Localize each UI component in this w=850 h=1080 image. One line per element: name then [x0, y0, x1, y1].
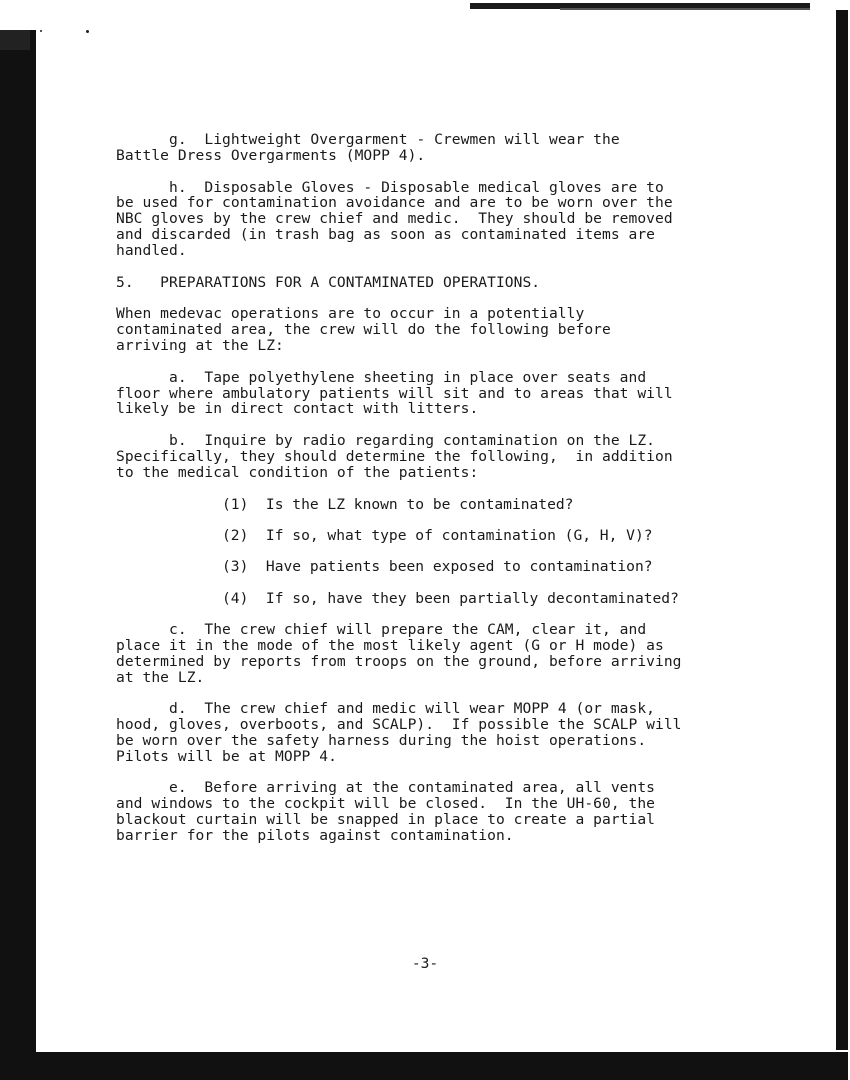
- document-body: [116, 132, 756, 860]
- section-heading-5: 5. PREPARATIONS FOR A CONTAMINATED OPERATIONS.: [116, 273, 541, 291]
- scan-border-left: [0, 30, 36, 1080]
- paragraph-a: a. Tape polyethylene sheeting in place over seats and floor where ambulatory patients will sit and to areas that will likely be in direct contact with litters.: [116, 368, 673, 418]
- question-item-2: (2) If so, what type of contamination (G, H, V)?: [222, 526, 653, 544]
- scan-speck: [86, 30, 89, 33]
- paragraph-d: d. The crew chief and medic will wear MOPP 4 (or mask, hood, gloves, overboots, and SCALP). If possible the SCALP will be worn over the safety harness during the hoist operations. Pilots will be at MOPP 4.: [116, 700, 682, 765]
- scan-border-right: [836, 10, 848, 1050]
- scan-border-top-thin: [560, 8, 810, 10]
- paragraph-e: e. Before arriving at the contaminated area, all vents and windows to the cockpit will be closed. In the UH-60, the blackout curtain will be snapped in place to create a partial barrier for the pilots against contamination.: [116, 779, 656, 844]
- page-number: -3-: [411, 955, 439, 972]
- question-list: [116, 497, 756, 607]
- question-item-4: (4) If so, have they been partially decontaminated?: [222, 589, 679, 607]
- paragraph-b: b. Inquire by radio regarding contamination on the LZ. Specifically, they should determine the following, in addition to the medical condition of the patients:: [116, 432, 673, 481]
- paragraph-g: g. Lightweight Overgarment - Crewmen will wear the Battle Dress Overgarments (MOPP 4).: [116, 131, 620, 164]
- scan-border-bottom: [36, 1052, 848, 1080]
- question-item-1: (1) Is the LZ known to be contaminated?: [222, 495, 574, 513]
- paragraph-c: c. The crew chief will prepare the CAM, clear it, and place it in the mode of the most likely agent (G or H mode) as determined by reports from troops on the ground, before arriving at the LZ.: [116, 621, 682, 686]
- scan-border-left-upper: [0, 30, 30, 50]
- question-item-3: (3) Have patients been exposed to contamination?: [222, 558, 653, 576]
- scan-speck: [40, 30, 42, 32]
- paragraph-intro: When medevac operations are to occur in a potentially contaminated area, the crew will do the following before arriving at the LZ:: [116, 305, 611, 354]
- paragraph-h: h. Disposable Gloves - Disposable medical gloves are to be used for contamination avoidance and are to be worn over the NBC gloves by the crew chief and medic. They should be removed and discarded (in trash bag as soon as contaminated items are handled.: [116, 178, 673, 259]
